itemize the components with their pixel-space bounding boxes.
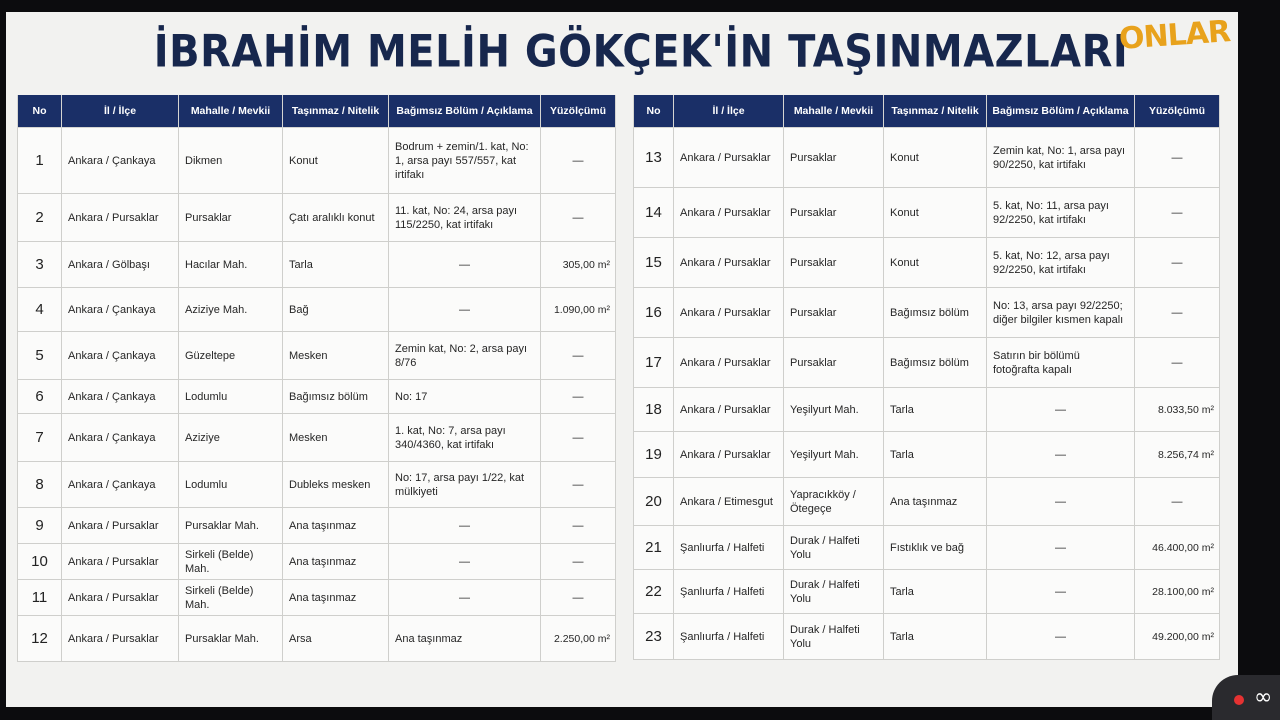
cell-nitelik: Bağımsız bölüm xyxy=(283,380,389,414)
cell-mahalle: Lodumlu xyxy=(179,462,283,508)
table-row xyxy=(18,580,616,616)
cell-no: 5 xyxy=(18,332,62,380)
cell-aciklama: Bodrum + zemin/1. kat, No: 1, arsa payı 557/557, kat irtifakı xyxy=(389,128,541,194)
cell-aciklama: — xyxy=(389,580,541,616)
cell-il-ilce: Ankara / Pursaklar xyxy=(62,544,179,580)
cell-mahalle: Pursaklar xyxy=(784,188,884,238)
cell-no: 4 xyxy=(18,288,62,332)
cell-no: 18 xyxy=(634,388,674,432)
cell-il-ilce: Ankara / Çankaya xyxy=(62,332,179,380)
cell-no: 19 xyxy=(634,432,674,478)
cell-aciklama: No: 17 xyxy=(389,380,541,414)
cell-yuzolcumu: 2.250,00 m² xyxy=(541,616,616,662)
cell-yuzolcumu: — xyxy=(541,544,616,580)
cell-nitelik: Tarla xyxy=(884,388,987,432)
slide-frame xyxy=(6,12,1238,707)
cell-yuzolcumu: 46.400,00 m² xyxy=(1135,526,1220,570)
cell-no: 15 xyxy=(634,238,674,288)
cell-aciklama: — xyxy=(987,432,1135,478)
cell-no: 11 xyxy=(18,580,62,616)
table-row xyxy=(634,478,1220,526)
cell-il-ilce: Ankara / Çankaya xyxy=(62,128,179,194)
cell-nitelik: Ana taşınmaz xyxy=(283,544,389,580)
table-row xyxy=(18,508,616,544)
cell-mahalle: Pursaklar xyxy=(784,238,884,288)
cell-il-ilce: Ankara / Pursaklar xyxy=(674,238,784,288)
cell-nitelik: Tarla xyxy=(884,614,987,660)
cell-yuzolcumu: — xyxy=(541,462,616,508)
cell-il-ilce: Ankara / Gölbaşı xyxy=(62,242,179,288)
cell-no: 12 xyxy=(18,616,62,662)
cell-yuzolcumu: — xyxy=(541,194,616,242)
cell-yuzolcumu: 49.200,00 m² xyxy=(1135,614,1220,660)
table-row xyxy=(634,288,1220,338)
camera-icon: ∞ xyxy=(1254,685,1273,710)
cell-aciklama: No: 13, arsa payı 92/2250; diğer bilgiler kısmen kapalı xyxy=(987,288,1135,338)
cell-il-ilce: Ankara / Pursaklar xyxy=(62,508,179,544)
cell-no: 13 xyxy=(634,128,674,188)
cell-no: 14 xyxy=(634,188,674,238)
cell-il-ilce: Ankara / Pursaklar xyxy=(62,616,179,662)
cell-mahalle: Durak / Halfeti Yolu xyxy=(784,570,884,614)
cell-il-ilce: Ankara / Etimesgut xyxy=(674,478,784,526)
cell-mahalle: Dikmen xyxy=(179,128,283,194)
cell-nitelik: Tarla xyxy=(884,432,987,478)
table-row xyxy=(634,338,1220,388)
cell-yuzolcumu: — xyxy=(1135,188,1220,238)
col-header-alan: Yüzölçümü xyxy=(541,95,616,128)
cell-nitelik: Dubleks mesken xyxy=(283,462,389,508)
table-row xyxy=(634,238,1220,288)
cell-yuzolcumu: — xyxy=(541,380,616,414)
cell-yuzolcumu: — xyxy=(541,332,616,380)
cell-mahalle: Pursaklar Mah. xyxy=(179,508,283,544)
cell-aciklama: — xyxy=(389,508,541,544)
cell-nitelik: Bağımsız bölüm xyxy=(884,338,987,388)
cell-nitelik: Konut xyxy=(884,128,987,188)
cell-aciklama: — xyxy=(389,288,541,332)
table-row xyxy=(18,332,616,380)
table-row xyxy=(634,388,1220,432)
cell-mahalle: Pursaklar xyxy=(784,288,884,338)
table-row xyxy=(18,194,616,242)
cell-mahalle: Yeşilyurt Mah. xyxy=(784,388,884,432)
table-row xyxy=(18,462,616,508)
cell-mahalle: Durak / Halfeti Yolu xyxy=(784,614,884,660)
table-row xyxy=(634,188,1220,238)
cell-no: 7 xyxy=(18,414,62,462)
col-header-il: İl / İlçe xyxy=(674,95,784,128)
cell-aciklama: Zemin kat, No: 1, arsa payı 90/2250, kat irtifakı xyxy=(987,128,1135,188)
cell-aciklama: Satırın bir bölümü fotoğrafta kapalı xyxy=(987,338,1135,388)
cell-yuzolcumu: 8.033,50 m² xyxy=(1135,388,1220,432)
cell-yuzolcumu: 28.100,00 m² xyxy=(1135,570,1220,614)
table-row xyxy=(18,128,616,194)
cell-mahalle: Lodumlu xyxy=(179,380,283,414)
cell-yuzolcumu: — xyxy=(1135,128,1220,188)
cell-aciklama: 11. kat, No: 24, arsa payı 115/2250, kat irtifakı xyxy=(389,194,541,242)
cell-nitelik: Fıstıklık ve bağ xyxy=(884,526,987,570)
cell-aciklama: 5. kat, No: 12, arsa payı 92/2250, kat irtifakı xyxy=(987,238,1135,288)
cell-no: 22 xyxy=(634,570,674,614)
cell-il-ilce: Şanlıurfa / Halfeti xyxy=(674,614,784,660)
cell-mahalle: Yeşilyurt Mah. xyxy=(784,432,884,478)
channel-logo: ONLAR xyxy=(1117,14,1232,57)
cell-nitelik: Çatı aralıklı konut xyxy=(283,194,389,242)
table-row xyxy=(18,288,616,332)
record-indicator-icon xyxy=(1234,695,1244,705)
cell-mahalle: Aziziye Mah. xyxy=(179,288,283,332)
table-row xyxy=(18,414,616,462)
cell-nitelik: Bağımsız bölüm xyxy=(884,288,987,338)
cell-no: 20 xyxy=(634,478,674,526)
cell-no: 16 xyxy=(634,288,674,338)
cell-il-ilce: Ankara / Çankaya xyxy=(62,462,179,508)
cell-yuzolcumu: — xyxy=(1135,338,1220,388)
cell-aciklama: — xyxy=(389,242,541,288)
cell-yuzolcumu: — xyxy=(541,508,616,544)
col-header-nitelik: Taşınmaz / Nitelik xyxy=(884,95,987,128)
cell-nitelik: Ana taşınmaz xyxy=(884,478,987,526)
cell-no: 21 xyxy=(634,526,674,570)
cell-il-ilce: Ankara / Pursaklar xyxy=(674,288,784,338)
cell-nitelik: Konut xyxy=(283,128,389,194)
property-table-right xyxy=(633,95,1220,660)
cell-il-ilce: Ankara / Çankaya xyxy=(62,380,179,414)
cell-mahalle: Sirkeli (Belde) Mah. xyxy=(179,580,283,616)
table-row xyxy=(634,526,1220,570)
cell-il-ilce: Ankara / Çankaya xyxy=(62,414,179,462)
cell-yuzolcumu: — xyxy=(1135,478,1220,526)
cell-nitelik: Konut xyxy=(884,238,987,288)
cell-no: 23 xyxy=(634,614,674,660)
cell-il-ilce: Ankara / Pursaklar xyxy=(674,338,784,388)
table-row xyxy=(634,432,1220,478)
table-row xyxy=(18,242,616,288)
cell-no: 9 xyxy=(18,508,62,544)
cell-aciklama: — xyxy=(987,388,1135,432)
cell-no: 17 xyxy=(634,338,674,388)
cell-il-ilce: Ankara / Pursaklar xyxy=(674,388,784,432)
cell-nitelik: Mesken xyxy=(283,414,389,462)
cell-mahalle: Durak / Halfeti Yolu xyxy=(784,526,884,570)
cell-il-ilce: Şanlıurfa / Halfeti xyxy=(674,570,784,614)
cell-aciklama: — xyxy=(987,478,1135,526)
cell-no: 1 xyxy=(18,128,62,194)
cell-no: 2 xyxy=(18,194,62,242)
col-header-no: No xyxy=(18,95,62,128)
cell-nitelik: Konut xyxy=(884,188,987,238)
cell-nitelik: Bağ xyxy=(283,288,389,332)
col-header-mahalle: Mahalle / Mevkii xyxy=(784,95,884,128)
table-row xyxy=(634,128,1220,188)
table-row xyxy=(634,570,1220,614)
cell-nitelik: Tarla xyxy=(283,242,389,288)
cell-mahalle: Pursaklar xyxy=(784,338,884,388)
cell-nitelik: Arsa xyxy=(283,616,389,662)
cell-aciklama: — xyxy=(987,570,1135,614)
cell-aciklama: — xyxy=(987,614,1135,660)
cell-il-ilce: Ankara / Pursaklar xyxy=(674,128,784,188)
cell-no: 8 xyxy=(18,462,62,508)
cell-no: 10 xyxy=(18,544,62,580)
table-header-row xyxy=(634,95,1220,128)
cell-mahalle: Sirkeli (Belde) Mah. xyxy=(179,544,283,580)
col-header-alan: Yüzölçümü xyxy=(1135,95,1220,128)
cell-yuzolcumu: — xyxy=(541,128,616,194)
cell-il-ilce: Ankara / Çankaya xyxy=(62,288,179,332)
cell-aciklama: No: 17, arsa payı 1/22, kat mülkiyeti xyxy=(389,462,541,508)
cell-mahalle: Güzeltepe xyxy=(179,332,283,380)
table-row xyxy=(18,616,616,662)
cell-yuzolcumu: — xyxy=(541,414,616,462)
cell-nitelik: Tarla xyxy=(884,570,987,614)
col-header-nitelik: Taşınmaz / Nitelik xyxy=(283,95,389,128)
page-title: İBRAHİM MELİH GÖKÇEK'İN TAŞINMAZLARI xyxy=(153,26,1129,78)
cell-il-ilce: Ankara / Pursaklar xyxy=(62,194,179,242)
col-header-il: İl / İlçe xyxy=(62,95,179,128)
cell-aciklama: Ana taşınmaz xyxy=(389,616,541,662)
cell-aciklama: 5. kat, No: 11, arsa payı 92/2250, kat irtifakı xyxy=(987,188,1135,238)
col-header-aciklama: Bağımsız Bölüm / Açıklama xyxy=(987,95,1135,128)
cell-yuzolcumu: 305,00 m² xyxy=(541,242,616,288)
cell-nitelik: Mesken xyxy=(283,332,389,380)
table-header-row xyxy=(18,95,616,128)
cell-aciklama: Zemin kat, No: 2, arsa payı 8/76 xyxy=(389,332,541,380)
cell-yuzolcumu: — xyxy=(1135,288,1220,338)
cell-yuzolcumu: — xyxy=(1135,238,1220,288)
cell-nitelik: Ana taşınmaz xyxy=(283,508,389,544)
table-row xyxy=(634,614,1220,660)
table-row xyxy=(18,544,616,580)
property-table-left xyxy=(17,95,616,662)
cell-mahalle: Hacılar Mah. xyxy=(179,242,283,288)
cell-yuzolcumu: — xyxy=(541,580,616,616)
cell-il-ilce: Ankara / Pursaklar xyxy=(62,580,179,616)
cell-mahalle: Pursaklar xyxy=(179,194,283,242)
cell-mahalle: Yapracıkköy / Ötegeçe xyxy=(784,478,884,526)
table-row xyxy=(18,380,616,414)
cell-mahalle: Pursaklar xyxy=(784,128,884,188)
cell-aciklama: — xyxy=(389,544,541,580)
cell-no: 3 xyxy=(18,242,62,288)
cell-yuzolcumu: 1.090,00 m² xyxy=(541,288,616,332)
camera-widget[interactable] xyxy=(1212,675,1280,720)
cell-il-ilce: Şanlıurfa / Halfeti xyxy=(674,526,784,570)
col-header-mahalle: Mahalle / Mevkii xyxy=(179,95,283,128)
col-header-aciklama: Bağımsız Bölüm / Açıklama xyxy=(389,95,541,128)
cell-mahalle: Aziziye xyxy=(179,414,283,462)
cell-nitelik: Ana taşınmaz xyxy=(283,580,389,616)
cell-il-ilce: Ankara / Pursaklar xyxy=(674,432,784,478)
cell-no: 6 xyxy=(18,380,62,414)
cell-aciklama: — xyxy=(987,526,1135,570)
cell-il-ilce: Ankara / Pursaklar xyxy=(674,188,784,238)
cell-aciklama: 1. kat, No: 7, arsa payı 340/4360, kat irtifakı xyxy=(389,414,541,462)
cell-yuzolcumu: 8.256,74 m² xyxy=(1135,432,1220,478)
cell-mahalle: Pursaklar Mah. xyxy=(179,616,283,662)
col-header-no: No xyxy=(634,95,674,128)
